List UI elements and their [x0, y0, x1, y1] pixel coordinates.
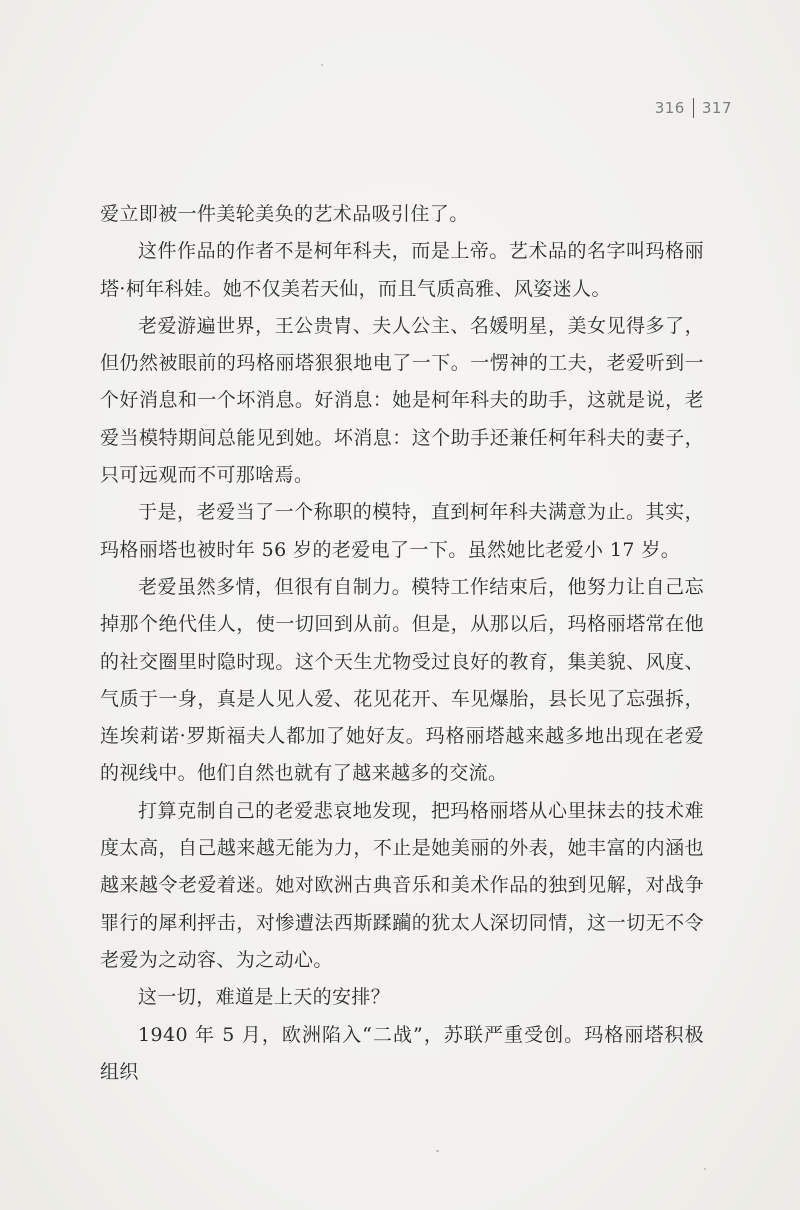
- page-number-divider: [693, 98, 694, 118]
- paragraph-8: 1940 年 5 月，欧洲陷入“二战”，苏联严重受创。玛格丽塔积极组织: [100, 1023, 704, 1083]
- paragraph-7: 这一切，难道是上天的安排？: [138, 986, 391, 1009]
- paragraph-1: 爱立即被一件美轮美奂的艺术品吸引住了。: [100, 203, 469, 225]
- page-number-left: 316: [654, 99, 685, 117]
- page-header: [655, 98, 732, 118]
- scan-speck: [704, 1168, 706, 1170]
- scan-speck: [321, 64, 323, 66]
- page-number-right: 317: [701, 99, 732, 117]
- paragraph-2: 这件作品的作者不是柯年科夫，而是上帝。艺术品的名字叫玛格丽塔·柯年科娃。她不仅美若天仙，而且气质高雅、风姿迷人。: [100, 240, 704, 300]
- paragraph-4: 于是，老爱当了一个称职的模特，直到柯年科夫满意为止。其实，玛格丽塔也被时年 56 岁的老爱电了一下。虽然她比老爱小 17 岁。: [100, 501, 704, 561]
- paragraph-3: 老爱游遍世界，王公贵胄、夫人公主、名媛明星，美女见得多了，但仍然被眼前的玛格丽塔狠狠地电了一下。一愣神的工夫，老爱听到一个好消息和一个坏消息。好消息：她是柯年科夫的助手，这就是说，老爱当模特期间总能见到她。坏消息：这个助手还兼任柯年科夫的妻子，只可远观而不可那啥焉。: [100, 314, 704, 487]
- paragraph-6: 打算克制自己的老爱悲哀地发现，把玛格丽塔从心里抹去的技术难度太高，自己越来越无能为力，不止是她美丽的外表，她丰富的内涵也越来越令老爱着迷。她对欧洲古典音乐和美术作品的独到见解，对战争罪行的犀利抨击，对惨遭法西斯蹂躏的犹太人深切同情，这一切无不令老爱为之动容、为之动心。: [100, 799, 704, 971]
- paragraph-5: 老爱虽然多情，但很有自制力。模特工作结束后，他努力让自己忘掉那个绝代佳人，使一切回到从前。但是，从那以后，玛格丽塔常在他的社交圈里时隐时现。这个天生尤物受过良好的教育，集美貌、风度、气质于一身，真是人见人爱、花见花开、车见爆胎，县长见了忘强拆，连埃莉诺·罗斯福夫人都加了她好友。玛格丽塔越来越多地出现在老爱的视线中。他们自然也就有了越来越多的交流。: [100, 575, 704, 785]
- scan-speck: [436, 1150, 439, 1152]
- body-text: [100, 196, 704, 1091]
